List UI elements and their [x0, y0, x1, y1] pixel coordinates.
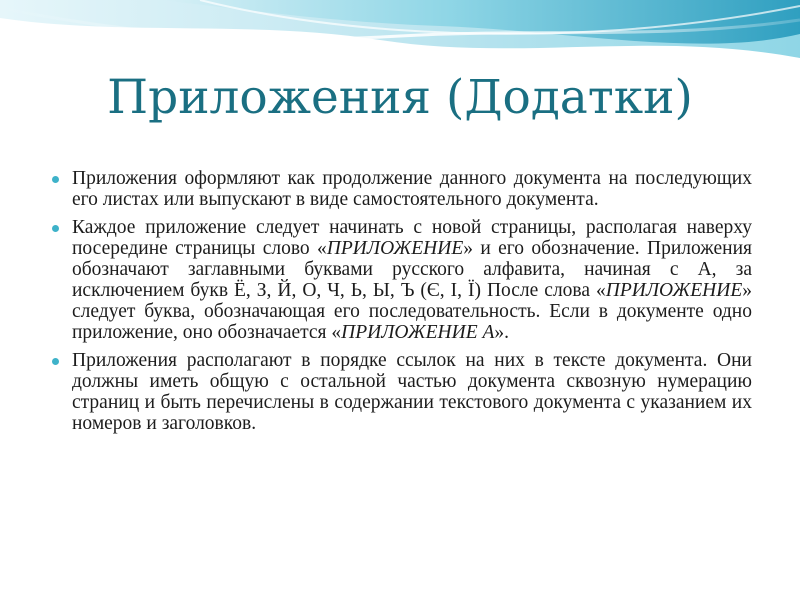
bullet-text: Приложения располагают в порядке ссылок на них в тексте документа. Они должны иметь общую с остальной частью документа сквозную нумерацию страниц и быть перечислены в содержании текстового документа с указанием их номеров и заголовков. [72, 350, 752, 434]
bullet-text: Каждое приложение следует начинать с новой страницы, располагая наверху посередине страницы слово « [72, 217, 752, 259]
bullet-dot-icon [52, 358, 59, 365]
bullet-emphasis: ПРИЛОЖЕНИЕ А [341, 322, 495, 343]
bullet-list [52, 168, 752, 434]
bullet-text: » следует буква, обозначающая его последовательность. Если в документе одно приложение, оно обозначается « [72, 280, 752, 343]
bullet-dot-icon [52, 176, 59, 183]
slide-content [52, 168, 752, 441]
bullet-item-3 [52, 350, 752, 434]
bullet-item-1 [52, 168, 752, 210]
bullet-text: » и его обозначение. Приложения обозначают заглавными буквами русского алфавита, начиная с А, за исключением букв Ё, З, Й, О, Ч, Ь, Ы, Ъ (Є, І, Ї) После слова « [72, 238, 752, 301]
bullet-text: ». [494, 322, 510, 343]
bullet-emphasis: ПРИЛОЖЕНИЕ [326, 238, 464, 259]
bullet-emphasis: ПРИЛОЖЕНИЕ [605, 280, 743, 301]
bullet-dot-icon [52, 225, 59, 232]
bullet-item-2 [52, 217, 752, 343]
bullet-text: Приложения оформляют как продолжение данного документа на последующих его листах или выпускают в виде самостоятельного документа. [72, 168, 752, 210]
slide-title: Приложения (Додатки) [107, 70, 693, 125]
